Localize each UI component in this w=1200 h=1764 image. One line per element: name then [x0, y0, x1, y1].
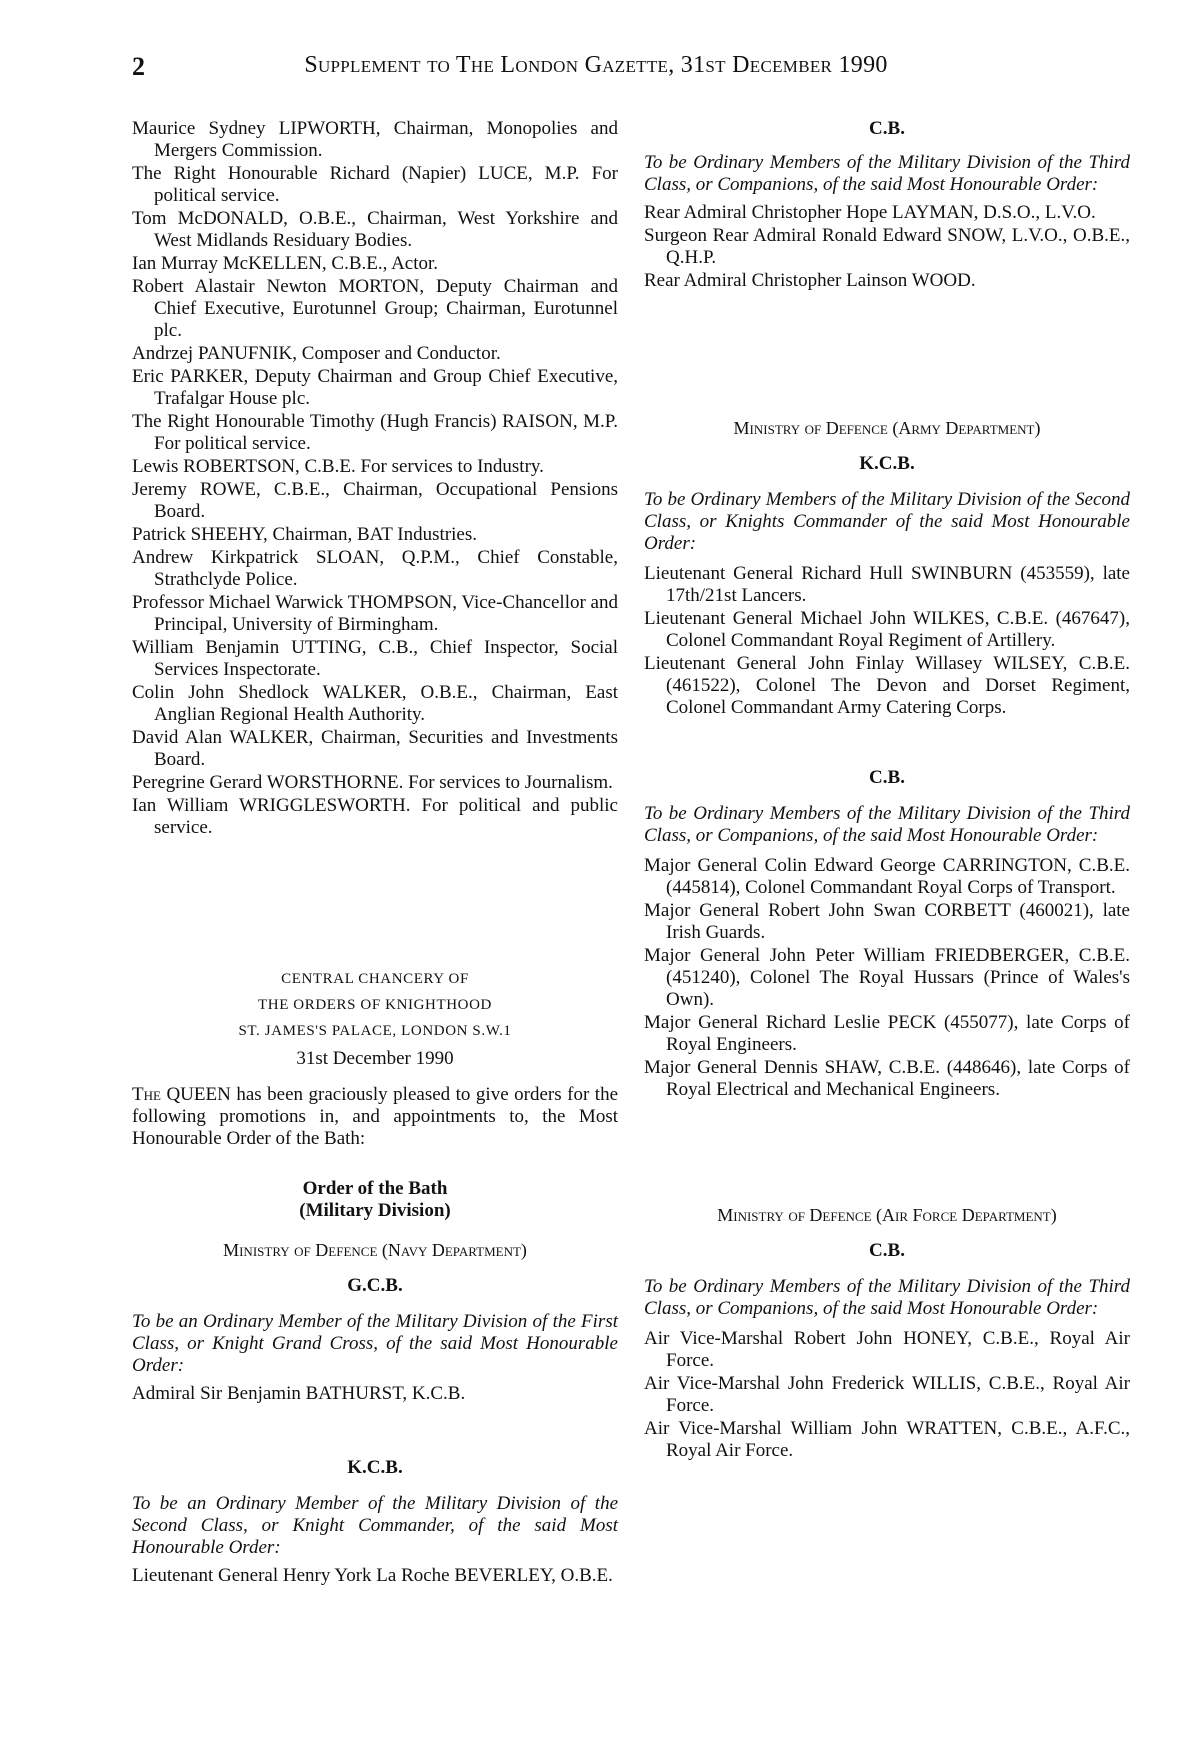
chancery-date: 31st December 1990	[296, 1048, 454, 1069]
navy-kcb-heading: K.C.B.	[347, 1457, 403, 1478]
order-title: Order of the Bath	[302, 1178, 448, 1199]
navy-cb-heading: C.B.	[869, 118, 905, 139]
page-header	[132, 52, 1060, 92]
army-kcb-heading: K.C.B.	[859, 453, 915, 474]
army-dept-heading: Ministry of Defence (Army Department)	[733, 418, 1041, 438]
list-item: Lieutenant General Michael John WILKES, C.B.E. (467647), Colonel Commandant Royal Regiment of Artillery.	[644, 608, 1130, 651]
list-item: Robert Alastair Newton MORTON, Deputy Chairman and Chief Executive, Eurotunnel Group; Chairman, Eurotunnel plc.	[132, 276, 618, 341]
navy-cb-list	[644, 202, 1130, 292]
chancery-heading	[132, 966, 618, 1044]
announcement-lead: The	[132, 1084, 161, 1105]
list-item: Andrzej PANUFNIK, Composer and Conductor.	[132, 343, 501, 364]
list-item: Tom McDONALD, O.B.E., Chairman, West Yorkshire and West Midlands Residuary Bodies.	[132, 208, 618, 251]
list-item: Rear Admiral Christopher Hope LAYMAN, D.S.O., L.V.O.	[644, 202, 1096, 223]
army-cb-heading: C.B.	[869, 767, 905, 788]
army-cb-list	[644, 855, 1130, 1101]
list-item: Lieutenant General John Finlay Willasey WILSEY, C.B.E. (461522), Colonel The Devon and Dorset Regiment, Colonel Commandant Army Catering Corps.	[644, 653, 1130, 718]
order-division: (Military Division)	[299, 1200, 451, 1221]
list-item: Lieutenant General Richard Hull SWINBURN (453559), late 17th/21st Lancers.	[644, 563, 1130, 606]
air-cb-heading: C.B.	[869, 1240, 905, 1261]
list-item: Surgeon Rear Admiral Ronald Edward SNOW, L.V.O., O.B.E., Q.H.P.	[644, 225, 1130, 268]
army-kcb-list	[644, 563, 1130, 719]
navy-kcb-intro: To be an Ordinary Member of the Military Division of the Second Class, or Knight Commander, of the said Most Honourable Order:	[132, 1493, 618, 1558]
list-item: Air Vice-Marshal Robert John HONEY, C.B.E., Royal Air Force.	[644, 1328, 1130, 1371]
army-cb-intro: To be Ordinary Members of the Military Division of the Third Class, or Companions, of the said Most Honourable Order:	[644, 803, 1130, 846]
list-item: Air Vice-Marshal John Frederick WILLIS, C.B.E., Royal Air Force.	[644, 1373, 1130, 1416]
list-item: William Benjamin UTTING, C.B., Chief Inspector, Social Services Inspectorate.	[132, 637, 618, 680]
list-item: Major General Richard Leslie PECK (455077), late Corps of Royal Engineers.	[644, 1012, 1130, 1055]
navy-cb-intro: To be Ordinary Members of the Military Division of the Third Class, or Companions, of the said Most Honourable Order:	[644, 152, 1130, 195]
navy-gcb-intro: To be an Ordinary Member of the Military Division of the First Class, or Knight Grand Cross, of the said Most Honourable Order:	[132, 1311, 618, 1376]
right-column	[644, 118, 1130, 1463]
list-item: The Right Honourable Timothy (Hugh Francis) RAISON, M.P. For political service.	[132, 411, 618, 454]
list-item: Peregrine Gerard WORSTHORNE. For services to Journalism.	[132, 772, 613, 793]
list-item: Admiral Sir Benjamin BATHURST, K.C.B.	[132, 1383, 466, 1404]
list-item: Ian Murray McKELLEN, C.B.E., Actor.	[132, 253, 439, 274]
army-kcb-intro: To be Ordinary Members of the Military Division of the Second Class, or Knights Commander of the said Most Honourable Order:	[644, 489, 1130, 554]
list-item: The Right Honourable Richard (Napier) LUCE, M.P. For political service.	[132, 163, 618, 206]
list-item: Patrick SHEEHY, Chairman, BAT Industries.	[132, 524, 477, 545]
list-item: Major General Robert John Swan CORBETT (460021), late Irish Guards.	[644, 900, 1130, 943]
list-item: Air Vice-Marshal William John WRATTEN, C.B.E., A.F.C., Royal Air Force.	[644, 1418, 1130, 1461]
list-item: Jeremy ROWE, C.B.E., Chairman, Occupational Pensions Board.	[132, 479, 618, 522]
chancery-line-1: CENTRAL CHANCERY OF	[281, 971, 469, 987]
list-item: Lieutenant General Henry York La Roche BEVERLEY, O.B.E.	[132, 1565, 613, 1586]
list-item: Professor Michael Warwick THOMPSON, Vice-Chancellor and Principal, University of Birmingham.	[132, 592, 618, 635]
list-item: David Alan WALKER, Chairman, Securities and Investments Board.	[132, 727, 618, 770]
announcement-paragraph	[132, 1084, 618, 1150]
air-cb-intro: To be Ordinary Members of the Military Division of the Third Class, or Companions, of the said Most Honourable Order:	[644, 1276, 1130, 1319]
list-item: Colin John Shedlock WALKER, O.B.E., Chairman, East Anglian Regional Health Authority.	[132, 682, 618, 725]
list-item: Eric PARKER, Deputy Chairman and Group Chief Executive, Trafalgar House plc.	[132, 366, 618, 409]
announcement-text: QUEEN has been graciously pleased to give orders for the following promotions in, and appointments to, the Most Honourable Order of the Bath:	[132, 1084, 619, 1149]
list-item: Andrew Kirkpatrick SLOAN, Q.P.M., Chief Constable, Strathclyde Police.	[132, 547, 618, 590]
chancery-line-3: ST. JAMES'S PALACE, LONDON S.W.1	[238, 1023, 512, 1039]
list-item: Major General Colin Edward George CARRINGTON, C.B.E. (445814), Colonel Commandant Royal Corps of Transport.	[644, 855, 1130, 898]
list-item: Maurice Sydney LIPWORTH, Chairman, Monopolies and Mergers Commission.	[132, 118, 618, 161]
left-honours-list	[132, 118, 618, 839]
list-item: Lewis ROBERTSON, C.B.E. For services to Industry.	[132, 456, 544, 477]
air-cb-list	[644, 1328, 1130, 1462]
list-item: Major General Dennis SHAW, C.B.E. (448646), late Corps of Royal Electrical and Mechanical Engineers.	[644, 1057, 1130, 1100]
air-dept-heading: Ministry of Defence (Air Force Department)	[717, 1205, 1057, 1225]
list-item: Major General John Peter William FRIEDBERGER, C.B.E. (451240), Colonel The Royal Hussars (Prince of Wales's Own).	[644, 945, 1130, 1010]
navy-gcb-heading: G.C.B.	[347, 1275, 403, 1296]
list-item: Rear Admiral Christopher Lainson WOOD.	[644, 270, 976, 291]
page-title: Supplement to The London Gazette, 31st December 1990	[304, 52, 888, 78]
chancery-line-2: THE ORDERS OF KNIGHTHOOD	[258, 997, 492, 1013]
page-number: 2	[132, 52, 145, 81]
navy-dept-heading: Ministry of Defence (Navy Department)	[223, 1240, 527, 1260]
list-item: Ian William WRIGGLESWORTH. For political and public service.	[132, 795, 618, 838]
left-column	[132, 118, 618, 1588]
